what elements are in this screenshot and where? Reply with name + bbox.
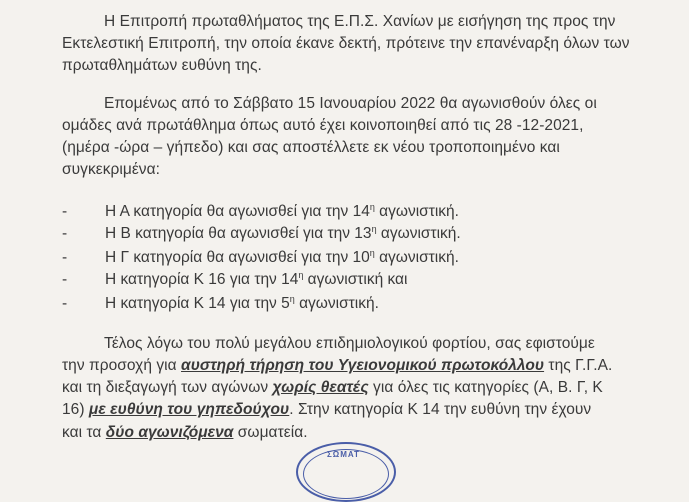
paragraph-2-line-2: ομάδες ανά πρωτάθλημα όπως αυτό έχει κοινοποιηθεί από τις 28 -12-2021, [62, 117, 584, 134]
paragraph-3-line-5: και τα δύο αγωνιζόμενα σωματεία. [62, 424, 308, 441]
bullet-dash: - [62, 249, 68, 266]
emphasis-host-responsibility: με ευθύνη του γηπεδούχου [88, 401, 290, 418]
emphasis-protocol: αυστηρή τήρηση του Υγειονομικού πρωτοκόλλου [181, 357, 545, 374]
paragraph-1-line-1: Η Επιτροπή πρωταθλήματος της Ε.Π.Σ. Χανίων με εισήγηση της προς την [104, 13, 616, 30]
paragraph-3-line-2: την προσοχή για αυστηρή τήρηση του Υγειονομικού πρωτοκόλλου της Γ.Γ.Α. [62, 357, 613, 374]
emphasis-both-clubs: δύο αγωνιζόμενα [105, 424, 234, 441]
stamp-text: ΣΩΜΑΤ [327, 450, 360, 459]
paragraph-1-line-2: Εκτελεστική Επιτροπή, την οποία έκανε δεκτή, πρότεινε την επανέναρξη όλων των [62, 35, 630, 52]
bullet-dash: - [62, 271, 68, 288]
bullet-item: Η κατηγορία Κ 16 για την $14^\eta$ αγωνιστική και [105, 270, 408, 288]
bullet-dash: - [62, 225, 68, 242]
paragraph-2-line-3: (ημέρα -ώρα – γήπεδο) και σας αποστέλλετε εκ νέου τροποποιημένο και [62, 139, 560, 156]
paragraph-3-line-3: και τη διεξαγωγή των αγώνων χωρίς θεατές για όλες τις κατηγορίες (Α, Β. Γ, Κ [62, 379, 603, 396]
bullet-dash: - [62, 295, 68, 312]
paragraph-2-line-4: συγκεκριμένα: [62, 161, 160, 178]
paragraph-2-line-1: Επομένως από το Σάββατο 15 Ιανουαρίου 2022 θα αγωνισθούν όλες οι [104, 95, 597, 112]
paragraph-3-line-4: 16) με ευθύνη του γηπεδούχου. Στην κατηγορία Κ 14 την ευθύνη την έχουν [62, 401, 592, 418]
bullet-item: Η Γ κατηγορία θα αγωνισθεί για την $10^\eta$ αγωνιστική. [105, 248, 459, 266]
emphasis-no-spectators: χωρίς θεατές [272, 379, 369, 396]
bullet-item: Η Α κατηγορία θα αγωνισθεί για την $14^\eta$ αγωνιστική. [105, 202, 459, 220]
bullet-item: Η Β κατηγορία θα αγωνισθεί για την $13^\eta$ αγωνιστική. [105, 224, 461, 242]
bullet-item: Η κατηγορία Κ 14 για την $5^\eta$ αγωνιστική. [105, 294, 379, 312]
paragraph-1-line-3: πρωταθλημάτων ευθύνη της. [62, 57, 262, 74]
bullet-dash: - [62, 203, 68, 220]
paragraph-3-line-1: Τέλος λόγω του πολύ μεγάλου επιδημιολογικού φορτίου, σας εφιστούμε [104, 335, 595, 352]
